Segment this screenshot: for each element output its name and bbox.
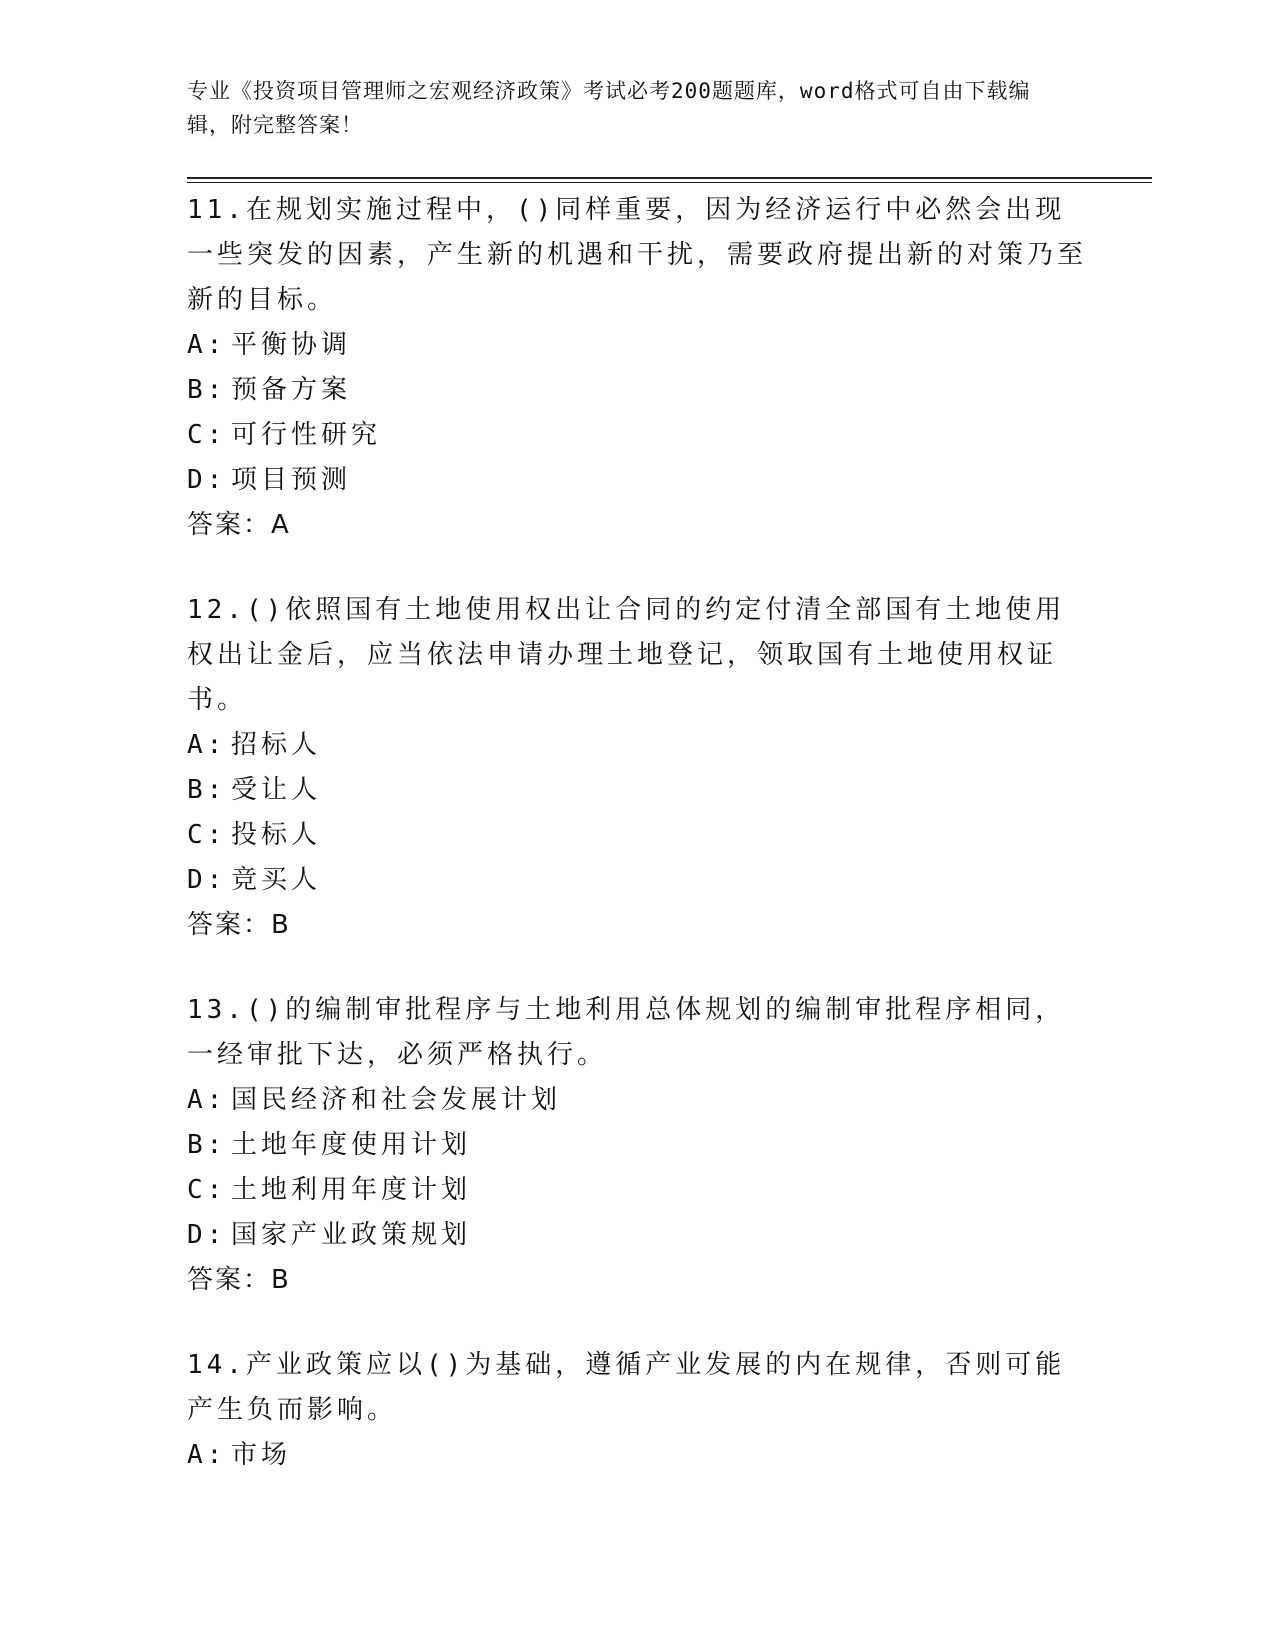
- header-divider-thin: [187, 182, 1152, 183]
- option-c: [187, 1168, 1087, 1213]
- question-stem: 12.()依照国有土地使用权出让合同的约定付清全部国有土地使用权出让金后，应当依法申请办理土地登记，领取国有土地使用权证书。: [187, 595, 1066, 715]
- question-stem: 11.在规划实施过程中，()同样重要，因为经济运行中必然会出现一些突发的因素，产生新的机遇和干扰，需要政府提出新的对策乃至新的目标。: [187, 195, 1088, 315]
- option-c: [187, 813, 1087, 858]
- option-key: D:: [187, 1220, 227, 1250]
- option-key: D:: [187, 465, 227, 495]
- option-text: 受让人: [231, 775, 322, 805]
- answer-line: 答案：B: [187, 910, 291, 940]
- option-c: [187, 413, 1087, 458]
- option-key: C:: [187, 820, 227, 850]
- question-stem: 13.()的编制审批程序与土地利用总体规划的编制审批程序相同，一经审批下达，必须严格执行。: [187, 995, 1066, 1070]
- question-11: [187, 188, 1087, 548]
- option-a: [187, 723, 1087, 768]
- document-header: 专业《投资项目管理师之宏观经济政策》考试必考200题题库，word格式可自由下载编辑，附完整答案！: [187, 79, 1031, 137]
- option-key: A:: [187, 1440, 227, 1470]
- option-a: [187, 323, 1087, 368]
- answer-line: 答案：B: [187, 1265, 291, 1295]
- option-d: [187, 458, 1087, 503]
- option-text: 土地年度使用计划: [231, 1130, 472, 1160]
- question-13: [187, 988, 1087, 1303]
- option-a: [187, 1078, 1087, 1123]
- option-b: [187, 368, 1087, 413]
- question-stem: 14.产业政策应以()为基础，遵循产业发展的内在规律，否则可能产生负而影响。: [187, 1350, 1066, 1425]
- option-a: [187, 1433, 1087, 1478]
- question-12: [187, 588, 1087, 948]
- option-text: 项目预测: [231, 465, 352, 495]
- option-key: B:: [187, 1130, 227, 1160]
- option-d: [187, 858, 1087, 903]
- header-divider-thick: [187, 177, 1152, 179]
- answer-line: 答案：A: [187, 510, 291, 540]
- option-key: C:: [187, 1175, 227, 1205]
- option-text: 投标人: [231, 820, 322, 850]
- option-key: D:: [187, 865, 227, 895]
- question-list: [187, 188, 1087, 1518]
- option-key: B:: [187, 775, 227, 805]
- option-key: A:: [187, 730, 227, 760]
- option-key: A:: [187, 330, 227, 360]
- option-text: 招标人: [231, 730, 322, 760]
- option-d: [187, 1213, 1087, 1258]
- option-text: 国家产业政策规划: [231, 1220, 472, 1250]
- option-key: C:: [187, 420, 227, 450]
- option-text: 平衡协调: [231, 330, 352, 360]
- option-text: 市场: [231, 1440, 292, 1470]
- option-key: A:: [187, 1085, 227, 1115]
- option-text: 国民经济和社会发展计划: [231, 1085, 562, 1115]
- question-14: [187, 1343, 1087, 1478]
- option-b: [187, 1123, 1087, 1168]
- option-b: [187, 768, 1087, 813]
- option-key: B:: [187, 375, 227, 405]
- option-text: 可行性研究: [231, 420, 382, 450]
- option-text: 预备方案: [231, 375, 352, 405]
- option-text: 竞买人: [231, 865, 322, 895]
- option-text: 土地利用年度计划: [231, 1175, 472, 1205]
